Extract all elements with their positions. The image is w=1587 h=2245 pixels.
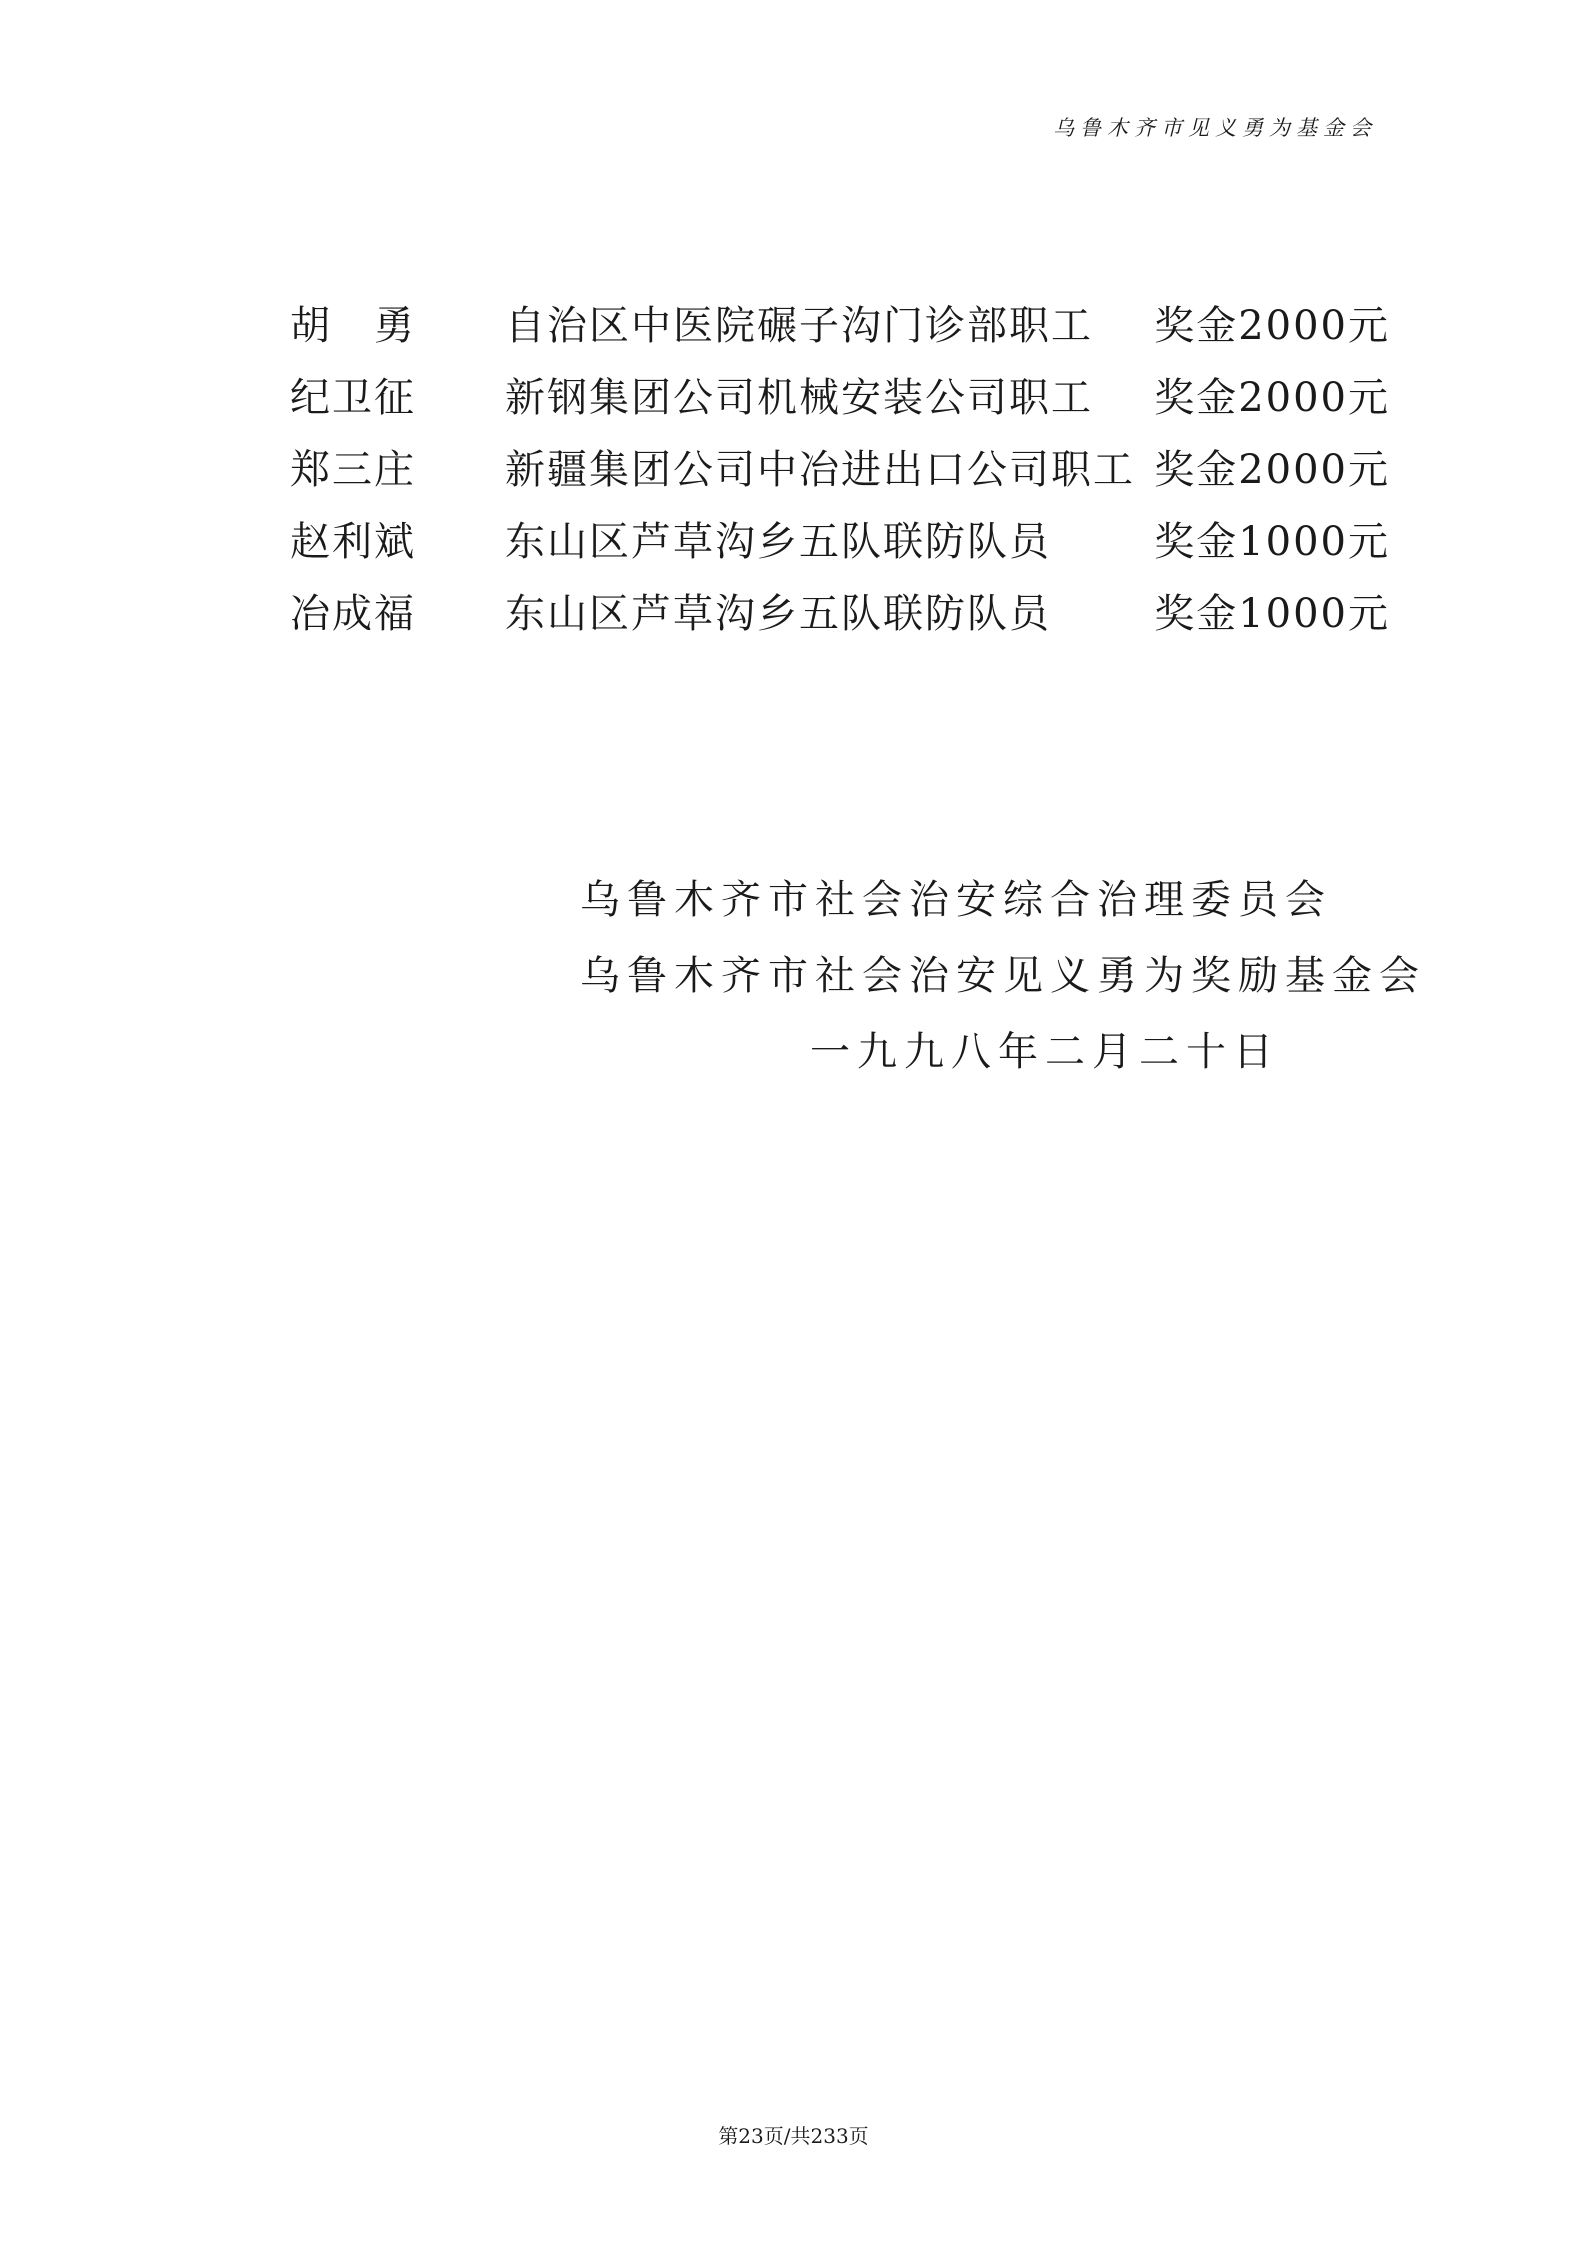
awardee-name: 纪卫征 — [290, 375, 416, 421]
header-organization: 乌鲁木齐市见义勇为基金会 — [1053, 116, 1377, 140]
signature-org-foundation: 乌鲁木齐市社会治安见义勇为奖励基金会 — [580, 953, 1426, 999]
award-row — [290, 290, 1390, 362]
awardee-name: 冶成福 — [290, 591, 416, 637]
awardee-affiliation: 东山区芦草沟乡五队联防队员 — [505, 591, 1051, 637]
awardee-affiliation: 新钢集团公司机械安装公司职工 — [505, 375, 1093, 421]
award-amount: 奖金2000元 — [1154, 447, 1390, 493]
awardee-affiliation: 东山区芦草沟乡五队联防队员 — [505, 519, 1051, 565]
signature-date: 一九九八年二月二十日 — [810, 1029, 1280, 1075]
award-amount: 奖金1000元 — [1154, 591, 1390, 637]
award-row — [290, 434, 1390, 506]
award-row — [290, 362, 1390, 434]
awardee-name: 郑三庄 — [290, 447, 416, 493]
page-number: 第23页/共233页 — [718, 2124, 869, 2148]
award-amount: 奖金2000元 — [1154, 375, 1390, 421]
award-amount: 奖金2000元 — [1154, 303, 1390, 349]
awardee-affiliation: 自治区中医院碾子沟门诊部职工 — [505, 303, 1093, 349]
awardee-affiliation: 新疆集团公司中冶进出口公司职工 — [505, 447, 1135, 493]
awardee-name: 胡 勇 — [290, 303, 416, 349]
award-list — [290, 290, 1390, 650]
awardee-name: 赵利斌 — [290, 519, 416, 565]
award-row — [290, 506, 1390, 578]
award-row — [290, 578, 1390, 650]
signature-org-committee: 乌鲁木齐市社会治安综合治理委员会 — [580, 877, 1332, 923]
award-amount: 奖金1000元 — [1154, 519, 1390, 565]
signature-block — [580, 862, 1426, 1090]
